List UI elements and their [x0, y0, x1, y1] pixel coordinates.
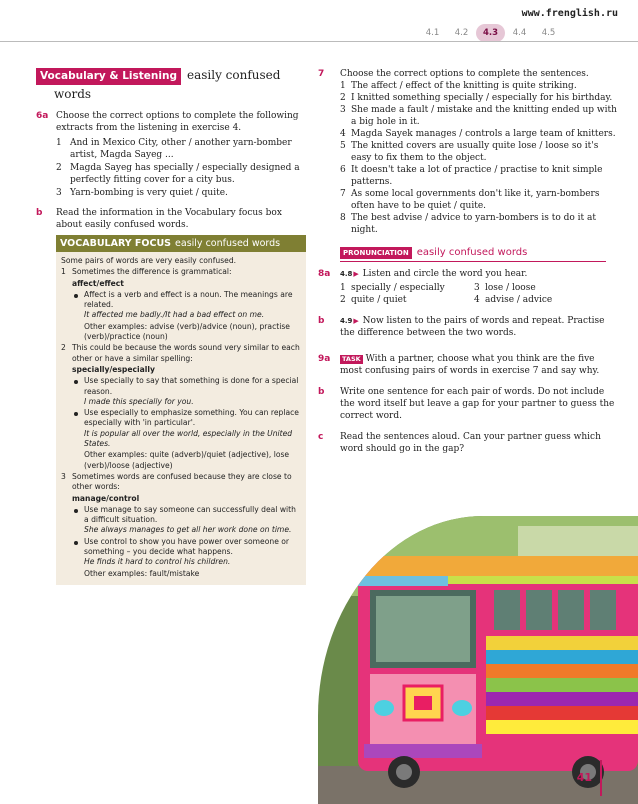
exercise-number: b	[318, 316, 325, 326]
exercise-6b	[36, 207, 308, 231]
list-item: 4 Magda Sayek manages / controls a large team of knitters.	[340, 129, 616, 139]
focus-word-pair: specially/especially	[72, 364, 155, 374]
vocabulary-focus-header	[56, 235, 306, 252]
section-title-cont: words	[54, 87, 92, 101]
focus-example: She always manages to get all her work done on time.	[84, 525, 292, 535]
focus-word-pair: manage/control	[72, 493, 140, 503]
exercise-instruction: Write one sentence for each pair of words. Do not include the word itself but leave a gap for your partner to guess the correct word.	[340, 387, 615, 421]
focus-point-2-body	[61, 365, 301, 471]
left-column	[36, 68, 308, 585]
focus-word-pair: affect/effect	[72, 278, 124, 288]
exercise-instruction: Read the sentences aloud. Can your partner guess which word should go in the gap?	[340, 432, 601, 454]
list-item: 2 Magda Sayeg has specially / especially designed a perfectly fitting cover for a city bus.	[56, 163, 300, 185]
pronunciation-heading	[340, 247, 606, 262]
exercise-8a	[318, 268, 618, 306]
exercise-number: 8a	[318, 269, 331, 279]
pronunciation-title: easily confused words	[416, 247, 528, 258]
exercise-instruction: 4.8▶ Listen and circle the word you hear.	[340, 269, 528, 279]
list-item: 3 She made a fault / mistake and the knitting ended up with a big hole in it.	[340, 105, 617, 127]
focus-bullet: Use control to show you have power over someone or something – you decide what happens.	[72, 537, 301, 558]
section-heading	[36, 68, 308, 85]
focus-point-1: 1 Sometimes the difference is grammatical:	[61, 267, 232, 277]
right-column	[318, 68, 618, 455]
list-item: 6 It doesn't take a lot of practice / practise to knit simple patterns.	[340, 165, 603, 187]
focus-bullet: Use specially to say that something is done for a special reason.	[72, 376, 301, 397]
exercise-instruction: 4.9▶ Now listen to the pairs of words and repeat. Practise the difference between the two words.	[340, 316, 605, 338]
exercise-7	[318, 68, 618, 236]
focus-bullet: Use manage to say someone can successfully deal with a difficult situation.	[72, 505, 301, 526]
exercise-number: b	[36, 208, 43, 218]
focus-example: It is popular all over the world, especially in the United States.	[84, 428, 293, 449]
focus-point-1-body	[61, 279, 301, 343]
audio-track[interactable]: 4.9	[340, 317, 353, 325]
exercise-8b	[318, 315, 618, 339]
focus-point-3-body	[61, 494, 301, 579]
word-pairs	[340, 282, 618, 306]
unit-tab-4-4[interactable]: 4.4	[512, 28, 527, 38]
list-item: 2 quite / quiet	[340, 295, 407, 305]
exercise-number: 6a	[36, 111, 49, 121]
focus-other-examples: Other examples: advise (verb)/advice (noun), practise (verb)/practice (noun)	[84, 321, 290, 342]
header-divider	[0, 41, 638, 42]
vocabulary-focus-box	[56, 235, 306, 585]
exercise-9c	[318, 431, 618, 455]
site-url: www.frenglish.ru	[521, 8, 618, 19]
bus-illustration	[318, 516, 638, 804]
page-number-rule	[600, 760, 602, 796]
focus-bullet: Use especially to emphasize something. You can replace especially with 'in particular'.	[72, 408, 301, 429]
exercise-instruction: Choose the correct options to complete the following extracts from the listening in exercise 4.	[56, 111, 299, 133]
unit-tab-4-2[interactable]: 4.2	[454, 28, 469, 38]
list-item: 1 specially / especially	[340, 283, 445, 293]
exercise-instruction: TASK With a partner, choose what you think are the five most confusing pairs of words in exercise 7 and say why.	[340, 354, 600, 376]
page-number: 41	[576, 771, 592, 784]
task-badge: TASK	[342, 355, 361, 363]
exercise-number: 7	[318, 69, 325, 79]
exercise-instruction: Choose the correct options to complete the sentences.	[340, 69, 589, 79]
audio-icon[interactable]: ▶	[353, 270, 359, 278]
list-item: 3 lose / loose	[474, 283, 536, 293]
vocabulary-focus-subtitle: easily confused words	[175, 238, 281, 249]
audio-icon[interactable]: ▶	[353, 317, 359, 325]
focus-intro: Some pairs of words are very easily confused.	[61, 256, 237, 265]
focus-point-2: 2 This could be because the words sound very similar to each other or have a similar spelling:	[61, 343, 300, 363]
exercise-number: b	[318, 387, 325, 397]
unit-tab-4-3-active[interactable]: 4.3	[476, 24, 505, 42]
audio-track[interactable]: 4.8	[340, 270, 353, 278]
unit-tabs	[418, 24, 563, 42]
focus-other-examples: Other examples: fault/mistake	[84, 568, 200, 578]
focus-example: I made this specially for you.	[84, 396, 194, 406]
exercise-instruction: Read the information in the Vocabulary focus box about easily confused words.	[56, 208, 282, 230]
exercise-9b	[318, 386, 618, 422]
exercise-items	[56, 137, 308, 199]
list-item: 3 Yarn-bombing is very quiet / quite.	[56, 188, 228, 198]
pronunciation-label: PRONUNCIATION	[340, 247, 412, 259]
exercise-number: c	[318, 432, 324, 442]
list-item: 1 The affect / effect of the knitting is quite striking.	[340, 81, 577, 91]
list-item: 1 And in Mexico City, other / another yarn-bomber artist, Magda Sayeg ...	[56, 138, 292, 160]
list-item: 2 I knitted something specially / especially for his birthday.	[340, 93, 613, 103]
yarn-bombed-bus-photo	[318, 516, 638, 804]
focus-example: It affected me badly./It had a bad effect on me.	[84, 310, 265, 320]
section-label: Vocabulary & Listening	[36, 68, 181, 85]
focus-other-examples: Other examples: quite (adverb)/quiet (adjective), lose (verb)/loose (adjective)	[84, 450, 290, 470]
unit-tab-4-1[interactable]: 4.1	[425, 28, 440, 38]
list-item: 7 As some local governments don't like it, yarn-bombers often have to be quiet / quite.	[340, 189, 600, 211]
exercise-6a	[36, 110, 308, 199]
list-item: 8 The best advise / advice to yarn-bombers is to do it at night.	[340, 213, 596, 235]
vocabulary-focus-title: VOCABULARY FOCUS	[60, 238, 172, 249]
focus-example: He finds it hard to control his children.	[84, 557, 231, 567]
focus-bullet: Affect is a verb and effect is a noun. The meanings are related.	[72, 290, 301, 311]
exercise-number: 9a	[318, 354, 331, 364]
focus-point-3: 3 Sometimes words are confused because they are close to other words:	[61, 471, 292, 492]
exercise-9a	[318, 353, 618, 377]
list-item: 5 The knitted covers are usually quite lose / loose so it's easy to fix them to the object.	[340, 141, 599, 163]
vocabulary-focus-body	[56, 252, 306, 585]
unit-tab-4-5[interactable]: 4.5	[541, 28, 556, 38]
list-item: 4 advise / advice	[474, 295, 553, 305]
section-title: easily confused	[187, 68, 281, 82]
